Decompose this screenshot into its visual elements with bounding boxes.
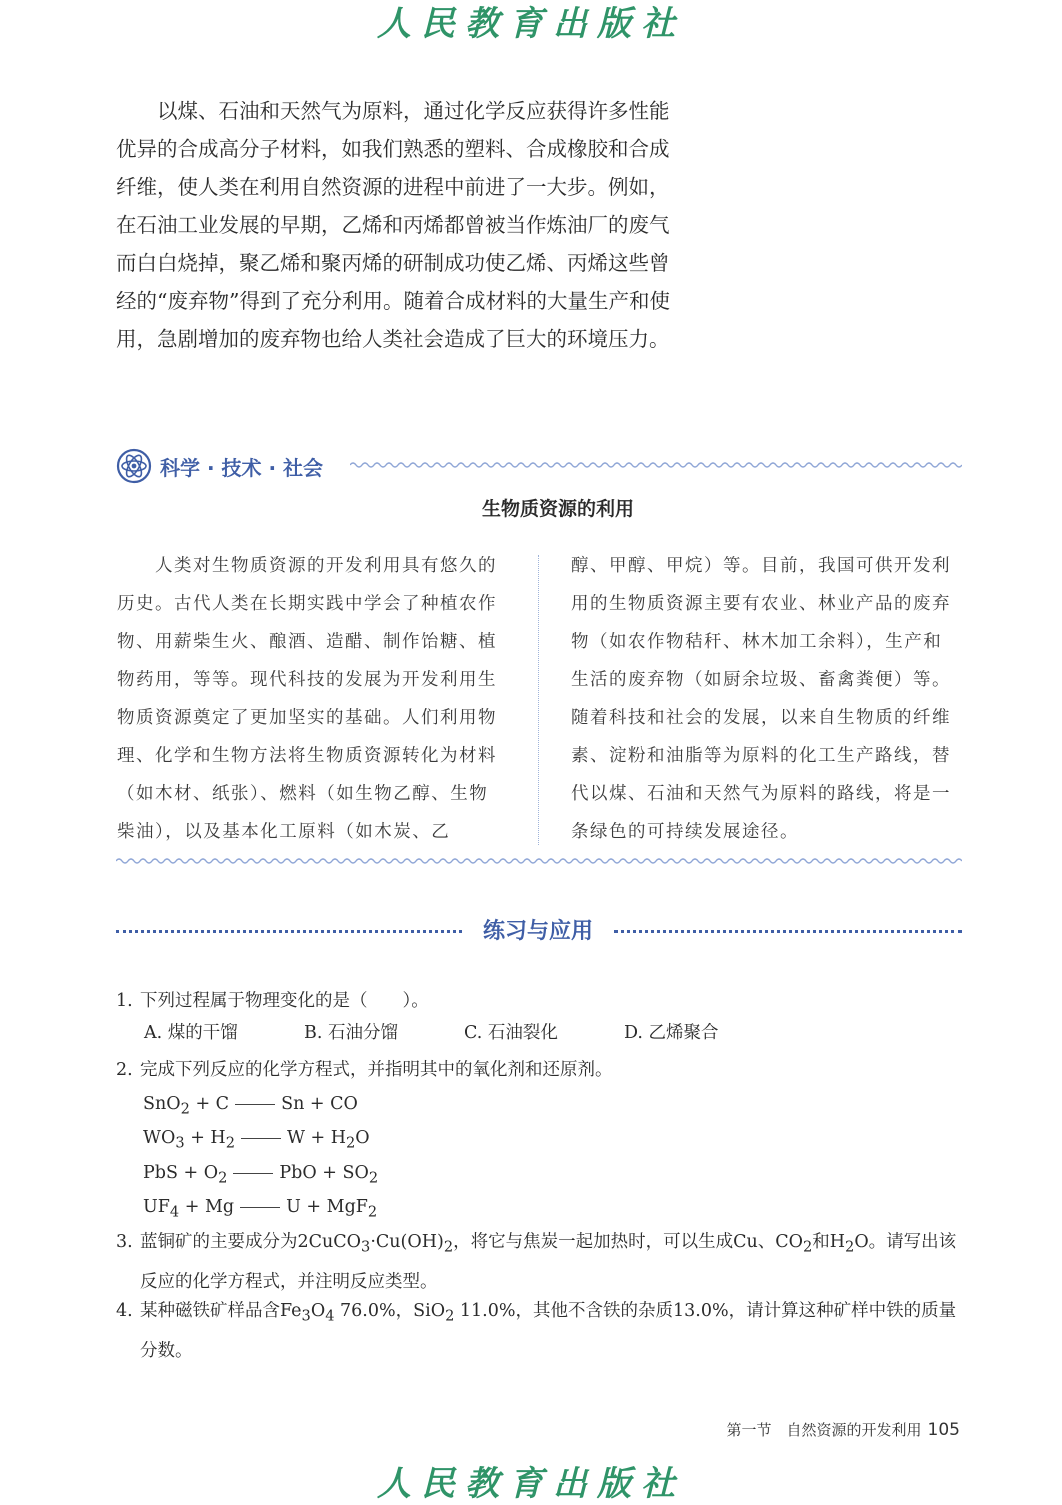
eq-sub: 2 (225, 1134, 235, 1152)
eq-sub: 2 (218, 1169, 228, 1187)
atom-icon (116, 448, 152, 484)
question-text: 完成下列反应的化学方程式，并指明其中的氧化剂和还原剂。 (140, 1060, 613, 1080)
box-text-right: 醇、甲醇、甲烷）等。目前，我国可供开发利用的生物质资源主要有农业、林业产品的废弃物（如农作物秸秆、林木加工余料），生产和生活的废弃物（如厨余垃圾、畜禽粪便）等。随着科技和社会的发展，以来自生物质的纤维素、淀粉和油脂等为原料的化工生产路线，替代以煤、石油和天然气为原料的路线，将是一条绿色的可持续发展途径。 (571, 556, 951, 842)
box-text-left: 人类对生物质资源的开发利用具有悠久的历史。古代人类在长期实践中学会了种植农作物、用薪柴生火、酿酒、造醋、制作饴糖、植物药用，等等。现代科技的发展为开发利用生物质资源奠定了更加坚实的基础。人们利用物理、化学和生物方法将生物质资源转化为材料（如木材、纸张）、燃料（如生物乙醇、生物柴油），以及基本化工原料（如木炭、乙 (117, 556, 497, 842)
exercise-header (116, 914, 962, 950)
intro-paragraph (116, 92, 672, 358)
eq-sub: 2 (368, 1169, 379, 1187)
question-1 (116, 984, 429, 1018)
reaction-arrow (241, 1138, 281, 1139)
equation-4 (143, 1197, 377, 1221)
page-footer (727, 1419, 960, 1440)
question-text: 76.0%，SiO (334, 1301, 446, 1321)
question-text: 蓝铜矿的主要成分为2CuCO (140, 1232, 362, 1252)
sts-section-label: 科学 · 技术 · 社会 (160, 456, 324, 480)
page-number: 105 (927, 1420, 960, 1440)
question-text: 11.0%，其他不含铁的杂质13.0%，请计算这种矿样中铁的质量分数。 (140, 1301, 957, 1361)
exercise-title: 练习与应用 (482, 919, 593, 944)
eq-term: + C (189, 1094, 230, 1114)
question-2 (116, 1053, 613, 1087)
eq-sub: 4 (169, 1203, 180, 1221)
box-column-right (571, 547, 961, 851)
reaction-arrow (240, 1207, 280, 1208)
eq-term: PbS + O (143, 1163, 219, 1183)
eq-sub: 2 (845, 1238, 855, 1256)
eq-sub: 2 (346, 1134, 356, 1152)
eq-sub: 3 (361, 1238, 371, 1256)
equation-1 (143, 1094, 358, 1118)
question-text: ·Cu(OH) (370, 1232, 444, 1252)
eq-sub: 2 (443, 1238, 454, 1256)
eq-sub: 2 (180, 1100, 190, 1118)
eq-sub: 3 (175, 1134, 185, 1152)
box-title: 生物质资源的利用 (481, 498, 634, 520)
eq-term: O (355, 1128, 370, 1148)
eq-term: + Mg (179, 1197, 235, 1217)
question-number: 4. (116, 1301, 133, 1321)
question-text: 和H (812, 1232, 846, 1252)
eq-sub: 4 (325, 1307, 335, 1325)
wavy-divider-top (350, 460, 962, 470)
eq-sub: 2 (367, 1203, 378, 1221)
sts-section-header (116, 448, 962, 488)
question-text: O (310, 1301, 326, 1321)
intro-text: 以煤、石油和天然气为原料，通过化学反应获得许多性能优异的合成高分子材料，如我们熟悉的塑料、合成橡胶和合成纤维，使人类在利用自然资源的进程中前进了一大步。例如，在石油工业发展的早期，乙烯和丙烯都曾被当作炼油厂的废气而白白烧掉，聚乙烯和聚丙烯的研制成功使乙烯、丙烯这些曾经的“废弃物”得到了充分利用。随着合成材料的大量生产和使用，急剧增加的废弃物也给人类社会造成了巨大的环境压力。 (116, 99, 670, 351)
publisher-logo-bottom: 人民教育出版社 (377, 1464, 685, 1504)
question-4-number (116, 1294, 140, 1328)
eq-term: WO (143, 1128, 176, 1148)
box-column-left (117, 547, 507, 851)
question-text: 某种磁铁矿样品含Fe (140, 1301, 302, 1321)
eq-sub: 2 (445, 1307, 455, 1325)
wavy-divider-bottom (116, 856, 962, 866)
eq-term: Sn + CO (281, 1094, 358, 1114)
eq-sub: 2 (803, 1238, 813, 1256)
question-text: O。请写出该反应的化学方程式，并注明反应类型。 (140, 1232, 957, 1292)
equation-2 (143, 1128, 370, 1152)
column-divider (538, 555, 539, 845)
question-text: 下列过程属于物理变化的是（ ）。 (140, 991, 429, 1011)
footer-section: 第一节 自然资源的开发利用 (726, 1421, 922, 1439)
dotted-line-left (116, 930, 462, 933)
publisher-logo-top: 人民教育出版社 (377, 4, 685, 44)
question-3-number (116, 1225, 140, 1259)
eq-term: + H (184, 1128, 226, 1148)
eq-term: PbO + SO (279, 1163, 369, 1183)
dotted-line-right (614, 930, 962, 933)
reaction-arrow (233, 1173, 273, 1174)
eq-term: SnO (143, 1094, 181, 1114)
option-c: C. 石油裂化 (464, 1023, 558, 1043)
question-number: 3. (116, 1232, 133, 1252)
option-b: B. 石油分馏 (304, 1023, 398, 1043)
option-d: D. 乙烯聚合 (624, 1023, 719, 1043)
option-a: A. 煤的干馏 (144, 1023, 238, 1043)
eq-term: UF (143, 1197, 170, 1217)
question-4 (140, 1294, 962, 1368)
eq-term: U + MgF (286, 1197, 368, 1217)
reaction-arrow (235, 1104, 275, 1105)
equation-3 (143, 1163, 378, 1187)
eq-term: W + H (286, 1128, 347, 1148)
question-number: 1. (116, 991, 133, 1011)
eq-sub: 3 (301, 1307, 311, 1325)
question-3 (140, 1225, 962, 1299)
question-number: 2. (116, 1060, 133, 1080)
question-text: ，将它与焦炭一起加热时，可以生成Cu、CO (453, 1232, 803, 1252)
question-1-options (144, 1019, 719, 1044)
